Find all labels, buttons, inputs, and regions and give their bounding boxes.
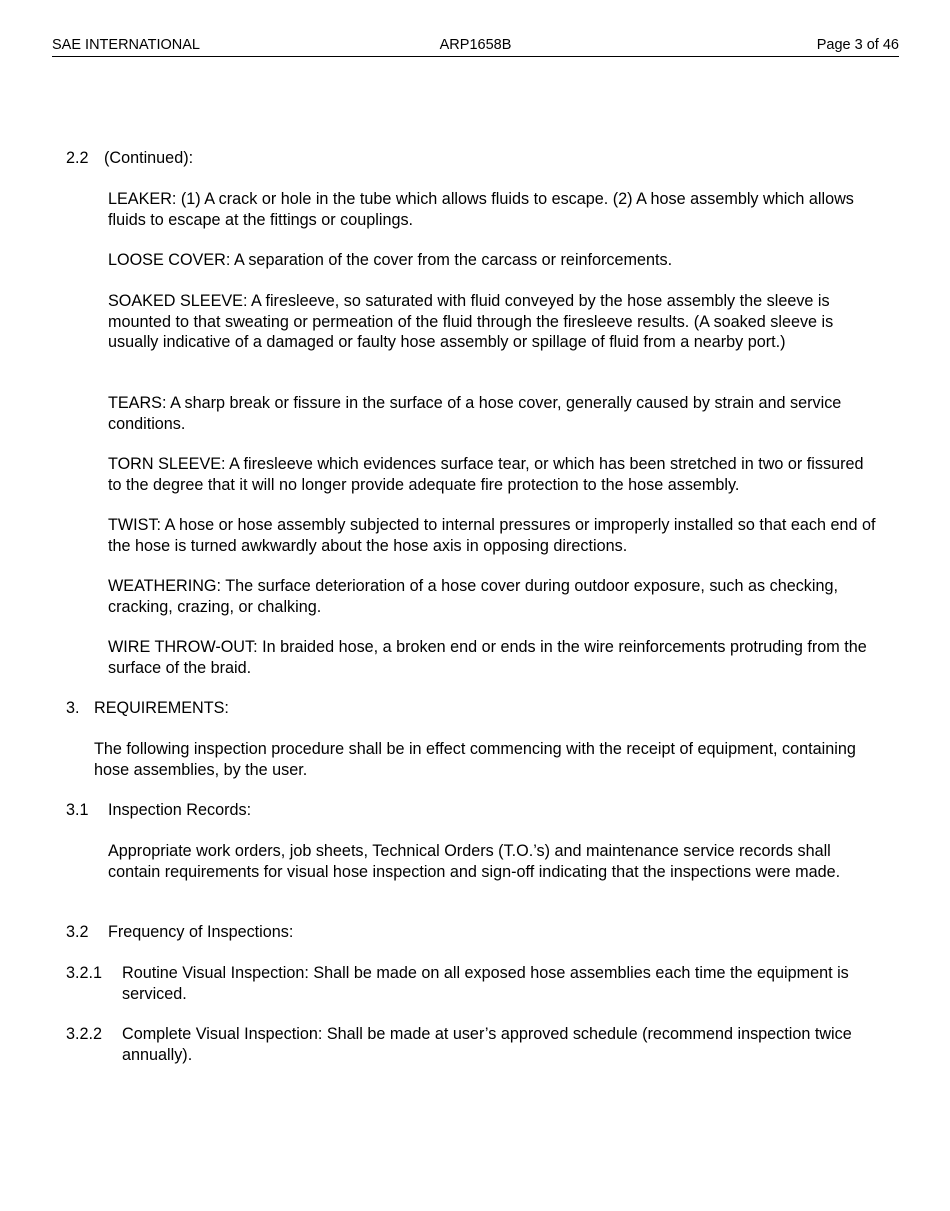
section-3-1-body: Appropriate work orders, job sheets, Technical Orders (T.O.’s) and maintenance service records shall contain requirements for visual hose inspection and sign-off indicating that the inspections were made. (108, 842, 841, 881)
section-3-title: REQUIREMENTS: (94, 699, 229, 717)
section-3-body: The following inspection procedure shall be in effect commencing with the receipt of equipment, containing hose assemblies, by the user. (94, 740, 856, 779)
section-3-2-1-text: Routine Visual Inspection: Shall be made on all exposed hose assemblies each time the equipment is serviced. (122, 964, 849, 1003)
header-document-id: ARP1658B (439, 37, 512, 53)
header-page-number: Page 3 of 46 (816, 37, 899, 53)
section-3-2-1-number: 3.2.1 (66, 964, 103, 982)
definition-weathering: WEATHERING: The surface deterioration of a hose cover during outdoor exposure, such as checking, cracking, crazing, or chalking. (108, 577, 839, 616)
section-3-2-title: Frequency of Inspections: (108, 923, 294, 941)
section-2-2-number: 2.2 (66, 149, 89, 167)
definition-wire-throw-out: WIRE THROW-OUT: In braided hose, a broken end or ends in the wire reinforcements protruding from the surface of the braid. (108, 638, 867, 677)
section-3-2-2-text: Complete Visual Inspection: Shall be made at user’s approved schedule (recommend inspection twice annually). (122, 1025, 852, 1064)
definition-twist: TWIST: A hose or hose assembly subjected to internal pressures or improperly installed so that each end of the hose is turned awkwardly about the hose axis in opposing directions. (108, 516, 876, 555)
section-3-2-number: 3.2 (66, 923, 89, 941)
header-organization: SAE INTERNATIONAL (52, 37, 200, 53)
section-3-1-title: Inspection Records: (108, 801, 252, 819)
section-3-1-number: 3.1 (66, 801, 89, 819)
definition-torn-sleeve: TORN SLEEVE: A firesleeve which evidences surface tear, or which has been stretched in two or fissured to the degree that it will no longer provide adequate fire protection to the hose assembly. (108, 455, 864, 494)
definition-tears: TEARS: A sharp break or fissure in the surface of a hose cover, generally caused by strain and service conditions. (108, 394, 842, 433)
section-2-2-title: (Continued): (104, 149, 194, 167)
definition-leaker: LEAKER: (1) A crack or hole in the tube which allows fluids to escape. (2) A hose assembly which allows fluids to escape at the fittings or couplings. (108, 190, 854, 229)
definition-soaked-sleeve: SOAKED SLEEVE: A firesleeve, so saturated with fluid conveyed by the hose assembly the sleeve is mounted to that sweating or permeation of the fluid through the firesleeve results. (A soaked sleeve is usually indicative of a damaged or faulty hose assembly or spillage of fluid from a nearby port.) (108, 292, 834, 351)
definition-loose-cover: LOOSE COVER: A separation of the cover from the carcass or reinforcements. (108, 251, 673, 269)
section-3-number: 3. (66, 699, 80, 717)
page-header (52, 36, 899, 57)
section-3-2-2-number: 3.2.2 (66, 1025, 103, 1043)
